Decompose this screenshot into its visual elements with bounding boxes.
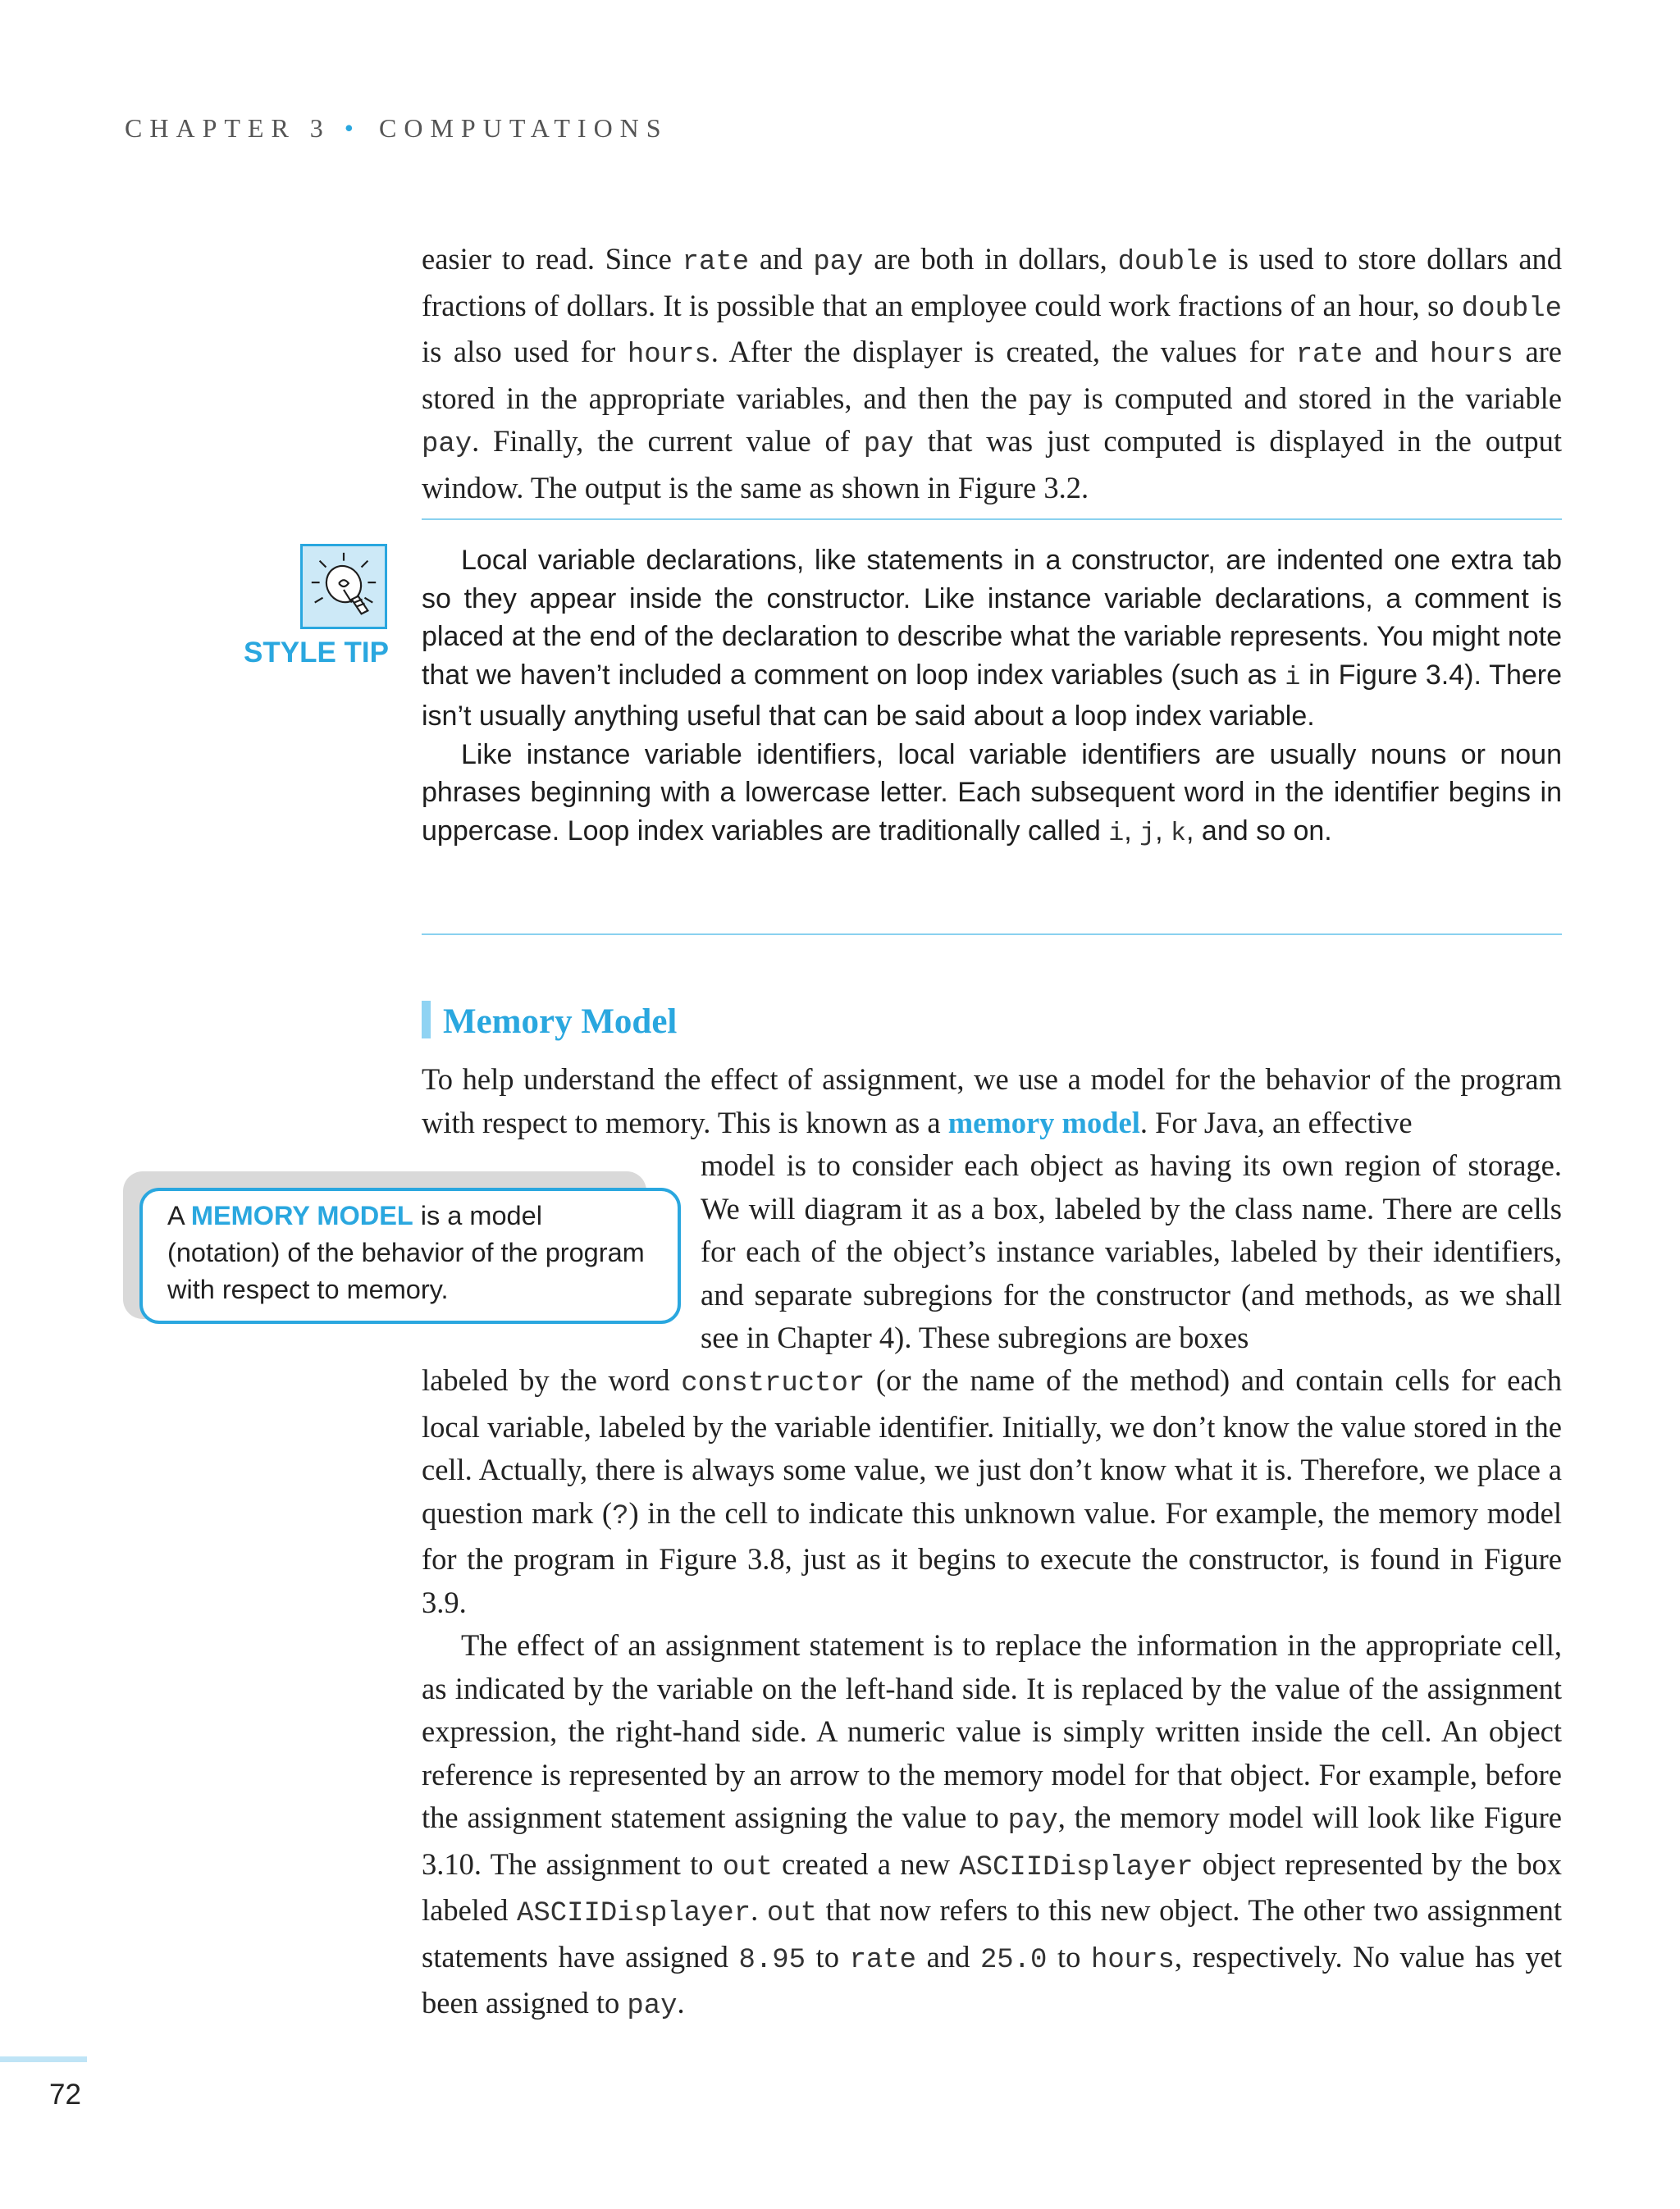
inline-code: hours <box>627 340 711 371</box>
inline-code: double <box>1461 293 1562 325</box>
text-run: A <box>167 1201 191 1230</box>
inline-code: pay <box>863 429 914 460</box>
text-run: . <box>751 1893 767 1927</box>
text-run: (or the name of the method) and contain cells for each local variable, labeled by the variable identifier. Initially, we don’t know the value stored in the cell. Actually, there is always some value, we just don’t know what it is. Therefore, we place a question mark ( <box>422 1363 1562 1530</box>
paragraph-text <box>701 1144 1562 1360</box>
text-run: in Figure 3.4). There isn’t usually anything useful that can be said about a loop index variable. <box>422 659 1562 732</box>
section-heading-text: Memory Model <box>443 1002 678 1041</box>
text-run: , the memory model will look like Figure 3.10. The assignment to <box>422 1801 1562 1881</box>
inline-code: ASCIIDisplayer <box>959 1851 1194 1883</box>
key-term: MEMORY MODEL <box>190 1201 413 1230</box>
text-run: , <box>1124 815 1140 847</box>
text-run: model is to consider each object as having its own region of storage. We will diagram it as a box, labeled by the class name. There are cells for each of the object’s instance variables, labeled by their identifiers, and separate subregions for the constructor (and methods, as we shall see in Chapter 4). These subregions are boxes <box>701 1148 1562 1354</box>
inline-code: i <box>1285 663 1301 692</box>
text-run: The effect of an assignment statement is to replace the information in the appropriate cell, as indicated by the variable on the left-hand side. It is replaced by the value of the assignment expression, the right-hand side. A numeric value is simply written inside the cell. An object reference is represented by an arrow to the memory model for that object. For example, before the assignment statement assigning the value to <box>422 1628 1562 1834</box>
style-tip-body <box>422 541 1562 853</box>
inline-code: constructor <box>681 1368 865 1399</box>
section-heading <box>422 1001 677 1042</box>
text-run: object represented by the box labeled <box>422 1846 1562 1927</box>
inline-code: 8.95 <box>738 1944 806 1976</box>
style-tip-label: STYLE TIP <box>244 637 389 669</box>
inline-code: ASCIIDisplayer <box>517 1898 751 1929</box>
inline-code: out <box>722 1851 773 1883</box>
page-number-rule <box>0 2056 87 2062</box>
text-run: and <box>749 242 814 276</box>
text-run: easier to read. Since <box>422 242 682 276</box>
inline-code: hours <box>1091 1944 1175 1976</box>
text-run: . For Java, an effective <box>1139 1105 1413 1139</box>
text-run: To help understand the effect of assignment, we use a model for the behavior of the program with respect to memory. This is known as a <box>422 1062 1562 1139</box>
text-run: , respectively. No value has yet been assigned to <box>422 1939 1562 2020</box>
text-run: labeled by the word <box>422 1363 682 1397</box>
paragraph-text <box>422 1058 1562 1144</box>
key-term: memory model <box>947 1105 1140 1139</box>
text-run: ) in the cell to indicate this unknown value. For example, the memory model for the program in Figure 3.8, just as it begins to execute the constructor, is found in Figure 3.9. <box>422 1495 1562 1619</box>
text-run: to <box>1047 1939 1092 1974</box>
inline-code: i <box>1108 819 1125 848</box>
text-run: , <box>1155 815 1171 847</box>
text-run: , and so on. <box>1186 815 1332 847</box>
inline-code: rate <box>849 1944 917 1976</box>
running-head <box>125 113 669 144</box>
memory-paragraph-intro <box>422 1058 1562 1144</box>
memory-paragraph-wrap <box>701 1144 1562 1360</box>
inline-code: rate <box>682 247 750 278</box>
text-run: Like instance variable identifiers, local variable identifiers are usually nouns or noun phrases beginning with a lowercase letter. Each subsequent word in the identifier begins in uppercase. Loop index variables are traditionally called <box>422 738 1562 847</box>
text-run: and <box>1363 335 1431 368</box>
inline-code: k <box>1171 819 1187 848</box>
inline-code: out <box>766 1898 818 1929</box>
style-tip-top-rule <box>422 518 1562 520</box>
definition-box <box>139 1188 681 1324</box>
text-run: Local variable declarations, like statements in a constructor, are indented one extra tab so they appear inside the constructor. Like instance variable declarations, a comment is placed at the end of the declaration to describe what the variable represents. You might note that we haven’t included a comment on loop index variables (such as <box>422 545 1562 691</box>
text-run: that now refers to this new object. The other two assignment statements have assigned <box>422 1893 1562 1974</box>
text-run: . After the displayer is created, the values for <box>710 335 1296 368</box>
text-run: are stored in the appropriate variables, and then the pay is computed and stored in the variable <box>422 335 1562 415</box>
heading-bar <box>422 1001 431 1038</box>
inline-code: double <box>1117 247 1218 278</box>
inline-code: rate <box>1295 340 1363 371</box>
style-tip-bottom-rule <box>422 933 1562 935</box>
text-run: created a new <box>772 1846 960 1881</box>
inline-code: pay <box>813 247 864 278</box>
inline-code: pay <box>1007 1805 1058 1837</box>
running-head-chapter: CHAPTER 3 <box>125 113 331 143</box>
intro-paragraph <box>422 238 1562 509</box>
text-run: is used to store dollars and fractions of dollars. It is possible that an employee could work fractions of an hour, so <box>422 242 1563 322</box>
text-run: that was just computed is displayed in the output window. The output is the same as shown in Figure 3.2. <box>422 424 1562 504</box>
text-run: is also used for <box>422 335 628 368</box>
text-run: are both in dollars, <box>863 242 1118 276</box>
inline-code: ? <box>612 1500 629 1532</box>
inline-code: 25.0 <box>979 1944 1048 1976</box>
running-head-bullet: • <box>344 113 354 143</box>
style-tip-paragraph <box>422 736 1562 854</box>
definition-text <box>167 1201 645 1304</box>
inline-code: pay <box>627 1991 678 2022</box>
text-run: and <box>916 1939 980 1974</box>
inline-code: hours <box>1430 340 1513 371</box>
inline-code: j <box>1139 819 1156 848</box>
page-number: 72 <box>49 2079 81 2111</box>
paragraph-text <box>422 1624 1562 2029</box>
text-run: . <box>677 1986 685 2020</box>
paragraph-text <box>422 1359 1562 1624</box>
memory-paragraph-body <box>422 1359 1562 2029</box>
inline-code: pay <box>422 429 472 460</box>
text-run: . Finally, the current value of <box>472 424 864 458</box>
paragraph-text <box>422 238 1562 509</box>
text-run: to <box>805 1939 850 1974</box>
text-run: is a model (notation) of the behavior of the program with respect to memory. <box>167 1201 645 1304</box>
style-tip-paragraph <box>422 541 1562 736</box>
lightbulb-icon <box>300 544 387 629</box>
running-head-title: COMPUTATIONS <box>379 113 669 143</box>
